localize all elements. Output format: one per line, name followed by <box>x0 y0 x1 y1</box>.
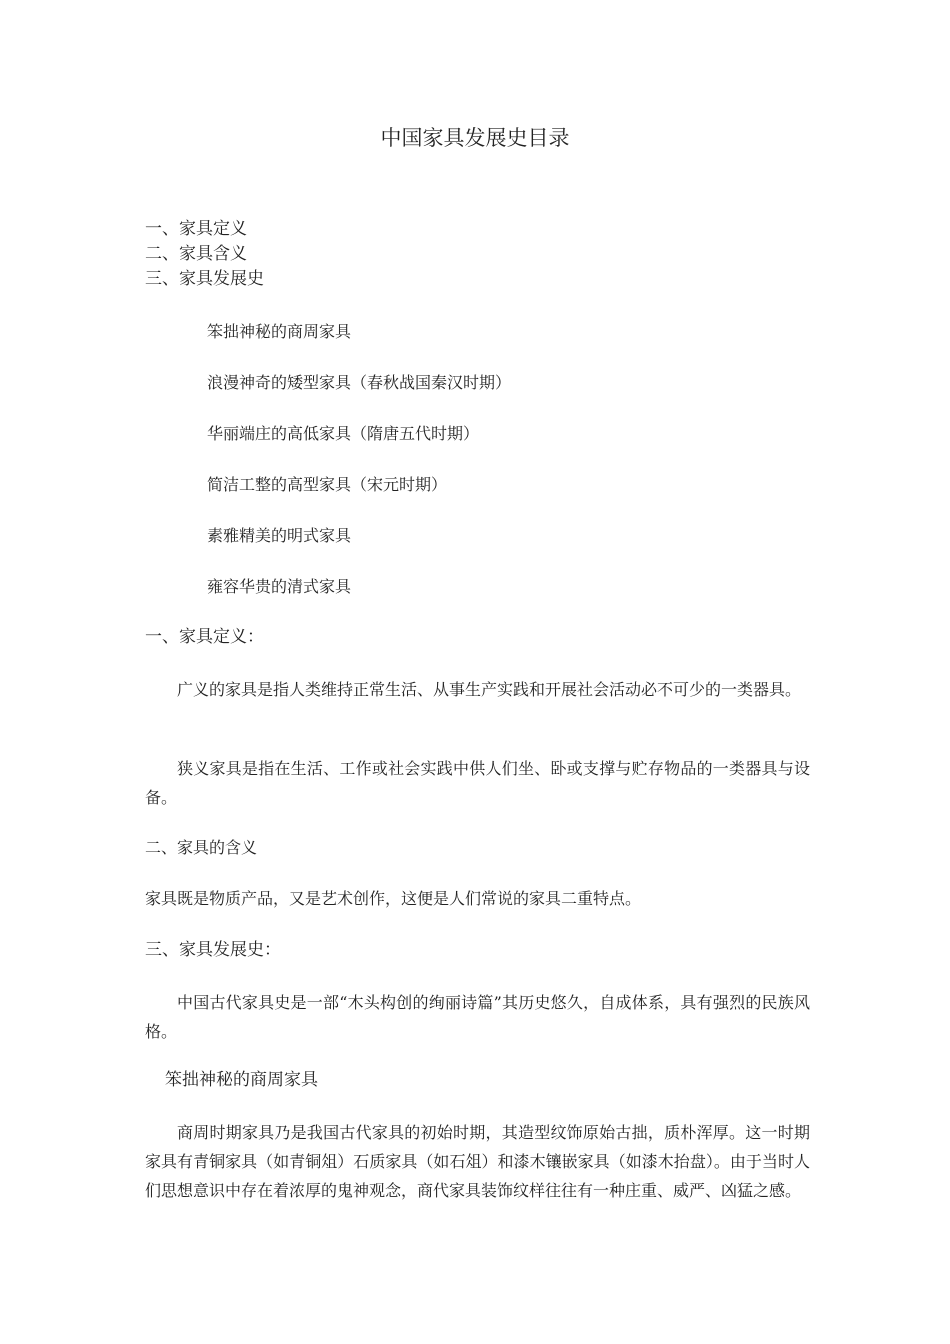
toc-item-history: 三、家具发展史 <box>145 269 264 289</box>
toc-subitem-shang-zhou: 笨拙神秘的商周家具 <box>207 322 352 341</box>
subsection-heading-shang-zhou: 笨拙神秘的商周家具 <box>165 1070 318 1090</box>
section-heading-definition: 一、家具定义： <box>145 627 264 647</box>
toc-item-definition: 一、家具定义 <box>145 219 247 239</box>
paragraph-meaning: 家具既是物质产品，又是艺术创作，这便是人们常说的家具二重特点。 <box>145 889 642 908</box>
paragraph-shang-zhou: 商周时期家具乃是我国古代家具的初始时期，其造型纹饰原始古拙，质朴浑厚。这一时期家具有青铜家具（如青铜俎）石质家具（如石俎）和漆木镶嵌家具（如漆木抬盘）。由于当时人们思想意识中存在着浓厚的鬼神观念，商代家具装饰纹样往往有一种庄重、威严、凶猛之感。 <box>145 1123 810 1200</box>
section-heading-meaning: 二、家具的含义 <box>145 838 258 857</box>
toc-subitem-qing: 雍容华贵的清式家具 <box>207 577 352 596</box>
toc-subitem-ming: 素雅精美的明式家具 <box>207 526 352 545</box>
toc-item-meaning: 二、家具含义 <box>145 244 247 264</box>
toc-subitem-sui-tang: 华丽端庄的高低家具（隋唐五代时期） <box>207 424 480 443</box>
section-heading-history: 三、家具发展史： <box>145 940 281 960</box>
page-title: 中国家具发展史目录 <box>380 126 570 150</box>
paragraph-history-intro: 中国古代家具史是一部“木头构创的绚丽诗篇”其历史悠久，自成体系，具有强烈的民族风格。 <box>145 993 810 1041</box>
paragraph-definition-broad: 广义的家具是指人类维持正常生活、从事生产实践和开展社会活动必不可少的一类器具。 <box>177 680 802 699</box>
toc-subitem-song-yuan: 简洁工整的高型家具（宋元时期） <box>207 475 448 494</box>
paragraph-definition-narrow: 狭义家具是指在生活、工作或社会实践中供人们坐、卧或支撑与贮存物品的一类器具与设备。 <box>145 759 810 807</box>
toc-subitem-qin-han: 浪漫神奇的矮型家具（春秋战国秦汉时期） <box>207 373 512 392</box>
